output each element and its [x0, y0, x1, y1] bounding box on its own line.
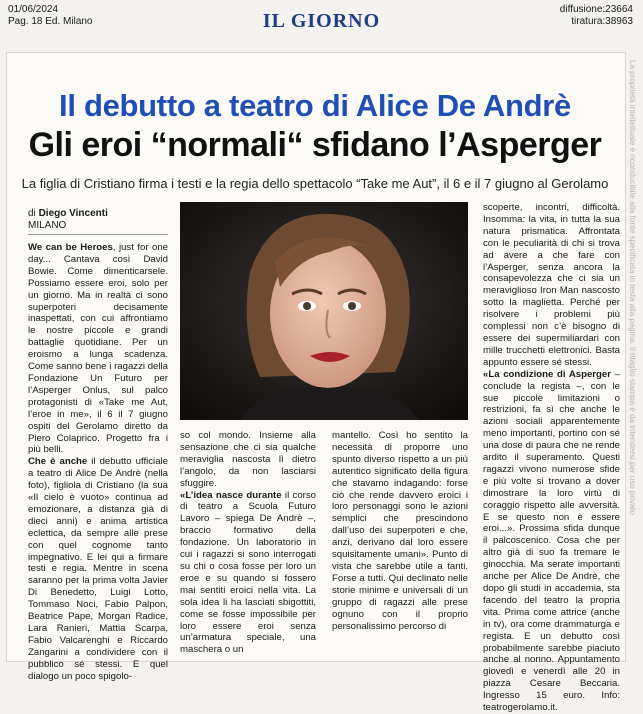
column-2-text-b: il corso di teatro a Scuola Futuro Lavoro – spiega De Andrè –, braccio formativo della fondazione. Un laboratorio in cui i ragazzi si sono interrogati su chi o cosa fosse per loro un eroe e su quando si fossero mai sentiti eroici nella vita. La sola idea li ha lasciati sbigottiti, come se fosse impossibile per loro essere eroi senza un’armatura speciale, una maschera o un: [180, 489, 316, 656]
column-1-lead: We can be Heroes: [28, 242, 113, 253]
copyright-side-note: [628, 60, 642, 650]
masthead: IL GIORNO: [262, 10, 381, 32]
clip-meta-right: [560, 4, 633, 28]
column-2-lead: «L’idea nasce durante: [180, 489, 282, 501]
article-headline: Gli eroi “normali“ sfidano l’Asperger: [28, 126, 602, 164]
portrait-illustration: [180, 202, 468, 420]
article-column-4: [483, 202, 620, 714]
diffusione: diffusione:23664: [559, 4, 633, 15]
byline: [28, 208, 108, 232]
dateline-city: MILANO: [28, 220, 67, 231]
column-1-text-a: , just for one day... Cantava così David Bowie. Come dimenticarsele. Possiamo essere eroi, solo per un giorno. Ma in realtà ci sono superpoteri decisamente inaspettati, con cui affrontiamo le nostre piccole e grandi battaglie quotidiane. Per un eroismo a lunga scadenza. Come sanno bene i ragazzi della Fondazione Un Futuro per l’Asperger Onlus, sul palco protagonisti di «Take me Aut, l’eroe in me», il 6 il 7 giugno ospiti del Gerolamo diretto da Piero Colaprico. Progetto fra i più belli.: [28, 242, 168, 456]
article-column-1: [28, 242, 168, 683]
column-4-lead: «La condizione di Asperger: [483, 368, 611, 380]
column-4-text-b: – conclude la regista –, con le sue piccole limitazioni o restrizioni, fa sì che anche le azioni sociali apparentemente meno importanti, portino con sé una dose di paura che ne rende ardito il superamento. Questi ragazzi vivono numerose sfide e più volte si trovano a dover dimostrare la loro virtù di coraggio rispetto alle avversità. E se questo non è essere eroi...». Prossima sfida dunque il palcoscenico. Cosa che per altro già di suo fa tremare le ginocchia. Ma serate importanti anche per Alice De Andrè, che dopo gli studi in accademia, sta facendo del teatro la propria vita. Prima come attrice (anche in tv), ora come drammaturga e regista. E un debutto così probabilmente sarebbe piaciuto anche al nonno. Appuntamento giovedì e venerdì alle 20 in piazza Cesare Beccaria. Ingresso 15 euro. Info: teatrogerolamo.it.: [483, 368, 620, 714]
article-subhead: La figlia di Cristiano firma i testi e la regia dello spettacolo “Take me Aut”, il 6 e il 7 giugno al Gerolamo: [21, 176, 609, 191]
column-1-text-b: il debutto ufficiale a teatro di Alice De Andrè (nella foto), figliola di Cristiano (la sua «Il cielo è vuoto» continua ad emozionare, a distanza già di dieci anni) e anima artistica eclettica, da sempre alle prese con quel cognome tanto impegnativo. E lei qui a firmare testi e regia. Mentre in scena saranno per la prima volta Javier Di Benedetto, Luigi Lotto, Tommaso Noci, Fabio Palpon, Beatrice Pape, Morgan Radice, Lara Ranieri, Mattia Scarpa, Fabio Valcarenghi e Riccardo Zangarini a condividere con il pubblico sé stessi. E quel dialogo un poco spigolo-: [28, 456, 168, 682]
article-column-3: [332, 430, 468, 632]
side-note-text: La proprietà intellettuale è riconducibile alla fonte specificata in testa alla pagina. Il ritaglio stampa è da intendersi per uso privato: [628, 60, 637, 515]
article-column-2: [180, 430, 316, 656]
portrait-photo: [180, 202, 468, 420]
tiratura: tiratura:38963: [571, 16, 633, 27]
column-1-lead-2: Che è anche: [28, 456, 88, 468]
column-4-text-a: scoperte, incontri, difficoltà. Insomma: la vita, in tutta la sua natura prismatica. Affrontata con le peculiarità di chi si trova ad avere a che fare con l’Asperger, senza ancora la consapevolezza che ci sia un meraviglioso Iron Man nascosto sotto la maglietta. Perché per risolvere i problemi più complessi non c’è bisogno di essere dei supermiliardari con mille trucchetti elettronici. Basta appunto essere sé stessi.: [483, 202, 620, 368]
column-3-text: mantello. Così ho sentito la necessità di proporre uno spunto diverso rispetto a un più autentico significato della figura che stavamo indagando: forse ciò che rende davvero eroici i loro personaggi sono le azioni semplici che prescindono dall’uso dei superpoteri e che, anzi, derivano dal loro essere squisitamente umani». Punto di vista che sarebbe utile a tanti. Forse a tutti. Qui declinato nelle storie minime e universali di un gruppo di ragazzi alle prese ognuno con il proprio personalissimo percorso di: [332, 430, 468, 632]
byline-prefix: di: [28, 208, 36, 219]
article-kicker: Il debutto a teatro di Alice De Andrè: [59, 88, 571, 123]
byline-divider: [28, 234, 168, 235]
clip-date: 01/06/2024: [8, 4, 59, 15]
column-2-text-a: so col mondo. Insieme alla sensazione che ci sia qualche meraviglia nascosta lì dietro l’angolo, da non lasciarsi sfuggire.: [180, 430, 316, 489]
author-name: Diego Vincenti: [38, 208, 108, 219]
clip-page: Pag. 18 Ed. Milano: [8, 16, 93, 27]
